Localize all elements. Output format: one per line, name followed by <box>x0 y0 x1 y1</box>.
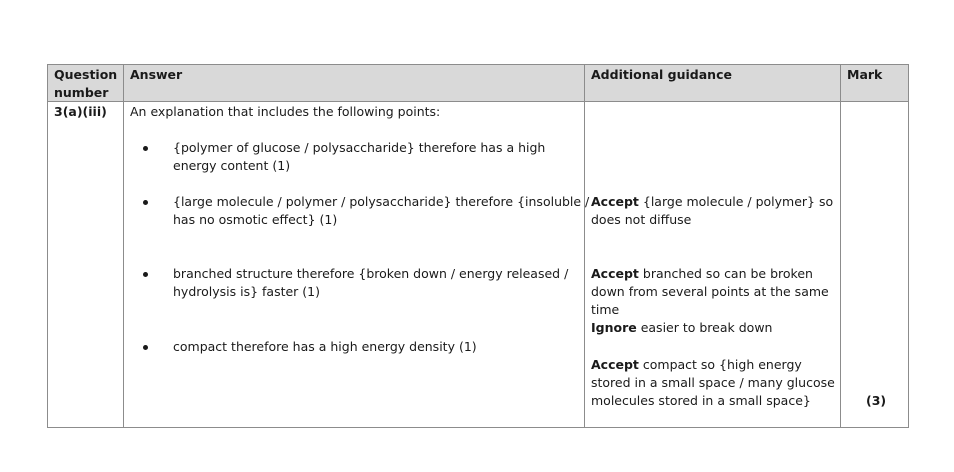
bullet-icon <box>143 272 148 277</box>
mark-scheme-table <box>47 64 909 428</box>
header-question-line-1: Question <box>54 67 118 82</box>
answer-point <box>173 139 545 175</box>
answer-point <box>173 193 589 229</box>
guidance-keyword: Accept <box>591 357 639 372</box>
guidance-line: compact so {high energy <box>638 357 802 372</box>
answer-point-line: hydrolysis is} faster (1) <box>173 284 321 299</box>
guidance-block <box>591 265 829 337</box>
bullet-icon <box>143 200 148 205</box>
answer-point-line: {large molecule / polymer / polysaccharide} therefore {insoluble / <box>173 194 590 209</box>
guidance-line: molecules stored in a small space} <box>591 393 811 408</box>
guidance-keyword: Accept <box>591 194 639 209</box>
answer-point-line: energy content (1) <box>173 158 291 173</box>
header-mark: Mark <box>847 67 883 82</box>
header-question-number <box>54 66 117 102</box>
column-divider <box>123 65 124 427</box>
guidance-line: easier to break down <box>636 320 773 335</box>
guidance-block <box>591 356 835 410</box>
guidance-line: {large molecule / polymer} so <box>638 194 834 209</box>
header-additional-guidance: Additional guidance <box>591 67 732 82</box>
answer-point-line: branched structure therefore {broken down / energy released / <box>173 266 569 281</box>
guidance-line: down from several points at the same <box>591 284 829 299</box>
answer-intro: An explanation that includes the following points: <box>130 104 441 119</box>
question-number: 3(a)(iii) <box>54 104 107 119</box>
guidance-block <box>591 193 833 229</box>
answer-point-line: {polymer of glucose / polysaccharide} therefore has a high <box>173 140 546 155</box>
column-divider <box>840 65 841 427</box>
answer-point-line: compact therefore has a high energy density (1) <box>173 339 477 354</box>
guidance-line: time <box>591 302 620 317</box>
answer-point <box>173 265 568 301</box>
header-answer: Answer <box>130 67 183 82</box>
guidance-line: does not diffuse <box>591 212 692 227</box>
mark-value: (3) <box>866 393 887 408</box>
guidance-line: branched so can be broken <box>638 266 813 281</box>
guidance-keyword: Ignore <box>591 320 637 335</box>
answer-point <box>173 338 477 356</box>
bullet-icon <box>143 146 148 151</box>
guidance-keyword: Accept <box>591 266 639 281</box>
bullet-icon <box>143 345 148 350</box>
header-question-line-2: number <box>54 85 109 100</box>
column-divider <box>584 65 585 427</box>
answer-point-line: has no osmotic effect} (1) <box>173 212 338 227</box>
guidance-line: stored in a small space / many glucose <box>591 375 835 390</box>
